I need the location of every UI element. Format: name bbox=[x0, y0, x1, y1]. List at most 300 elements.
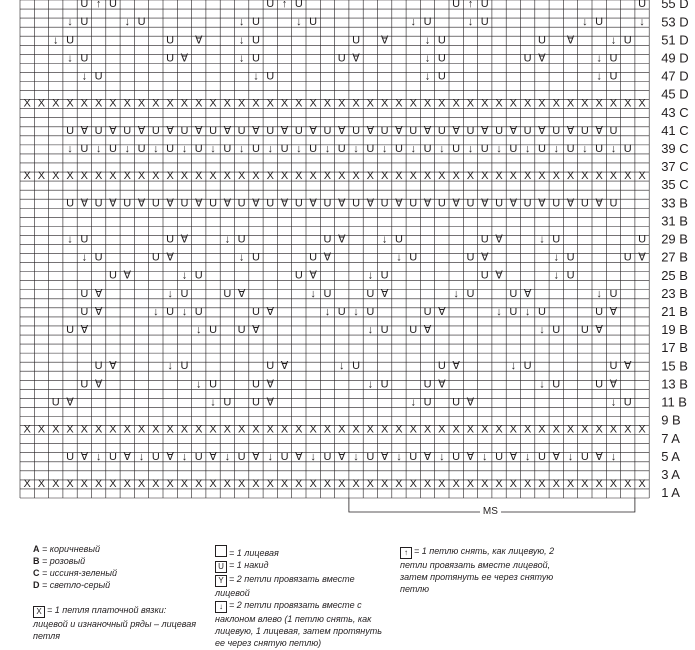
chart-stitch: U bbox=[180, 197, 189, 210]
chart-stitch: X bbox=[152, 170, 160, 183]
chart-stitch: X bbox=[509, 423, 518, 436]
row-label: 21 B bbox=[661, 304, 688, 320]
chart-stitch: ∀ bbox=[266, 305, 275, 318]
chart-stitch: ↓ bbox=[181, 269, 188, 282]
chart-stitch: X bbox=[266, 170, 274, 183]
chart-stitch: U bbox=[337, 142, 346, 155]
chart-stitch: X bbox=[195, 170, 203, 183]
ssk-icon: ↓ bbox=[215, 601, 227, 613]
chart-stitch: ∀ bbox=[66, 396, 74, 409]
chart-stitch: ∀ bbox=[223, 124, 232, 137]
chart-stitch: X bbox=[638, 170, 646, 183]
chart-stitch: ∀ bbox=[495, 269, 503, 282]
chart-stitch: X bbox=[180, 423, 189, 436]
chart-stitch: X bbox=[624, 477, 632, 490]
chart-stitch: ↓ bbox=[410, 16, 416, 29]
chart-stitch: U bbox=[566, 269, 575, 282]
chart-stitch: X bbox=[366, 423, 375, 436]
chart-stitch: U bbox=[495, 197, 504, 210]
chart-stitch: X bbox=[609, 477, 618, 490]
chart-stitch: ↓ bbox=[67, 52, 73, 65]
chart-stitch: ↓ bbox=[138, 450, 145, 463]
chart-stitch: ∀ bbox=[609, 378, 618, 391]
chart-stitch: ↓ bbox=[467, 142, 474, 155]
chart-stitch: ↓ bbox=[238, 142, 245, 155]
chart-stitch: X bbox=[452, 423, 460, 436]
chart-stitch: X bbox=[423, 477, 432, 490]
chart-stitch: X bbox=[438, 170, 446, 183]
chart-stitch: X bbox=[609, 423, 618, 436]
chart-stitch: ∀ bbox=[452, 124, 460, 137]
chart-stitch: X bbox=[395, 477, 403, 490]
chart-stitch: X bbox=[166, 423, 174, 436]
chart-stitch: U bbox=[94, 197, 103, 210]
chart-stitch: ↓ bbox=[238, 52, 245, 65]
color-legend bbox=[33, 543, 117, 591]
chart-stitch: U bbox=[509, 287, 518, 300]
chart-stitch: ∀ bbox=[423, 324, 432, 337]
chart-stitch: U bbox=[237, 197, 246, 210]
row-label: 11 B bbox=[661, 394, 687, 410]
chart-stitch: ∀ bbox=[280, 124, 289, 137]
chart-stitch: ∀ bbox=[480, 124, 489, 137]
chart-stitch: U bbox=[80, 287, 89, 300]
chart-stitch: ↑ bbox=[467, 0, 474, 11]
row-label: 39 C bbox=[661, 141, 689, 157]
chart-stitch: U bbox=[638, 233, 647, 246]
chart-stitch: U bbox=[380, 124, 389, 137]
chart-stitch: U bbox=[223, 287, 232, 300]
chart-stitch: ↓ bbox=[610, 396, 617, 409]
chart-stitch: ∀ bbox=[466, 396, 475, 409]
chart-stitch: U bbox=[66, 197, 75, 210]
row-label: 5 A bbox=[661, 448, 680, 464]
chart-stitch: U bbox=[194, 142, 203, 155]
chart-stitch: ↓ bbox=[196, 378, 202, 391]
chart-stitch: ∀ bbox=[438, 305, 446, 318]
chart-stitch: U bbox=[352, 197, 361, 210]
chart-stitch: ∀ bbox=[638, 251, 646, 264]
chart-stitch: X bbox=[66, 477, 74, 490]
chart-stitch: U bbox=[380, 378, 389, 391]
chart-stitch: ∀ bbox=[166, 197, 174, 210]
chart-stitch: X bbox=[595, 423, 603, 436]
chart-stitch: U bbox=[180, 360, 189, 373]
chart-stitch: U bbox=[352, 360, 361, 373]
chart-stitch: U bbox=[237, 233, 246, 246]
chart-stitch: U bbox=[595, 305, 604, 318]
chart-stitch: X bbox=[252, 477, 260, 490]
chart-stitch: ↓ bbox=[596, 52, 602, 65]
chart-stitch: U bbox=[251, 396, 260, 409]
chart-stitch: ↓ bbox=[181, 142, 188, 155]
chart-stitch: U bbox=[251, 251, 260, 264]
chart-stitch: ∀ bbox=[309, 124, 317, 137]
chart-stitch: ↓ bbox=[410, 142, 416, 155]
chart-stitch: U bbox=[480, 233, 489, 246]
chart-stitch: U bbox=[394, 233, 403, 246]
chart-stitch: X bbox=[137, 97, 146, 110]
row-label: 27 B bbox=[661, 249, 688, 265]
legend-ssk: ↓ = 2 петли провязать вместе с наклоном влево (1 петлю снять, как лицевую, 1 лицевая, затем протянуть ее через снятую петлю) bbox=[215, 600, 382, 648]
chart-stitch: ↓ bbox=[324, 142, 331, 155]
chart-stitch: X bbox=[252, 423, 260, 436]
chart-stitch: X bbox=[66, 97, 74, 110]
chart-stitch: ↓ bbox=[167, 360, 173, 373]
chart-stitch: X bbox=[109, 477, 117, 490]
chart-stitch: X bbox=[581, 477, 589, 490]
chart-stitch: U bbox=[251, 34, 260, 47]
chart-stitch: ∀ bbox=[552, 450, 561, 463]
chart-stitch: X bbox=[452, 170, 460, 183]
chart-stitch: X bbox=[123, 170, 131, 183]
chart-stitch: U bbox=[552, 378, 561, 391]
chart-stitch: U bbox=[323, 124, 332, 137]
chart-stitch: U bbox=[309, 16, 318, 29]
chart-stitch: ∀ bbox=[337, 197, 346, 210]
chart-stitch: ∀ bbox=[452, 197, 460, 210]
chart-stitch: U bbox=[94, 124, 103, 137]
chart-stitch: X bbox=[466, 477, 475, 490]
chart-stitch: ↓ bbox=[524, 450, 531, 463]
chart-stitch: ∀ bbox=[180, 52, 189, 65]
chart-stitch: ∀ bbox=[252, 450, 260, 463]
chart-stitch: X bbox=[266, 423, 274, 436]
chart-stitch: ↓ bbox=[553, 142, 559, 155]
chart-stitch: X bbox=[280, 423, 289, 436]
chart-stitch: U bbox=[108, 269, 117, 282]
row-label: 17 B bbox=[661, 340, 688, 356]
chart-stitch: ↓ bbox=[396, 450, 402, 463]
chart-stitch: X bbox=[237, 170, 246, 183]
chart-stitch: U bbox=[509, 142, 518, 155]
chart-stitch: ∀ bbox=[166, 251, 174, 264]
chart-stitch: U bbox=[595, 16, 604, 29]
chart-stitch: U bbox=[580, 124, 589, 137]
chart-stitch: X bbox=[66, 170, 74, 183]
chart-stitch: X bbox=[466, 170, 475, 183]
chart-stitch: X bbox=[52, 170, 60, 183]
chart-stitch: U bbox=[595, 142, 604, 155]
chart-stitch: X bbox=[438, 477, 446, 490]
chart-stitch: X bbox=[166, 170, 174, 183]
chart-stitch: ∀ bbox=[109, 124, 117, 137]
chart-stitch: U bbox=[480, 0, 489, 11]
chart-stitch: ∀ bbox=[252, 197, 260, 210]
chart-stitch: ∀ bbox=[366, 197, 375, 210]
chart-stitch: U bbox=[437, 360, 446, 373]
chart-stitch: X bbox=[495, 477, 503, 490]
k2tog-icon: Y bbox=[215, 575, 227, 587]
chart-stitch: ∀ bbox=[295, 450, 303, 463]
chart-stitch: X bbox=[638, 423, 646, 436]
chart-stitch: U bbox=[108, 0, 117, 11]
chart-stitch: X bbox=[523, 423, 532, 436]
sk2p-icon: ↑ bbox=[400, 547, 412, 559]
chart-stitch: U bbox=[552, 233, 561, 246]
row-label: 9 B bbox=[661, 412, 681, 428]
chart-stitch: U bbox=[323, 287, 332, 300]
chart-stitch: X bbox=[94, 170, 103, 183]
chart-stitch: ∀ bbox=[423, 450, 432, 463]
chart-stitch: U bbox=[352, 34, 361, 47]
chart-stitch: X bbox=[280, 170, 289, 183]
chart-stitch: ↓ bbox=[353, 450, 359, 463]
chart-stitch: ↓ bbox=[610, 450, 617, 463]
chart-stitch: U bbox=[495, 450, 504, 463]
chart-stitch: X bbox=[209, 423, 217, 436]
chart-stitch: U bbox=[609, 52, 618, 65]
chart-stitch: X bbox=[538, 170, 546, 183]
chart-stitch: ∀ bbox=[480, 251, 489, 264]
chart-stitch: U bbox=[537, 450, 546, 463]
chart-stitch: U bbox=[552, 197, 561, 210]
chart-stitch: ↓ bbox=[267, 450, 273, 463]
chart-stitch: U bbox=[409, 251, 418, 264]
chart-stitch: ↓ bbox=[67, 142, 73, 155]
chart-stitch: ∀ bbox=[237, 287, 246, 300]
chart-stitch: ∀ bbox=[252, 124, 260, 137]
chart-stitch: X bbox=[195, 423, 203, 436]
chart-stitch: U bbox=[223, 142, 232, 155]
chart-stitch: ∀ bbox=[194, 197, 203, 210]
chart-stitch: X bbox=[94, 477, 103, 490]
chart-stitch: X bbox=[581, 97, 589, 110]
chart-stitch: X bbox=[252, 170, 260, 183]
chart-stitch: U bbox=[280, 450, 289, 463]
chart-stitch: ∀ bbox=[623, 360, 632, 373]
chart-stitch: ∀ bbox=[609, 305, 618, 318]
chart-stitch: ∀ bbox=[566, 34, 575, 47]
chart-stitch: ↓ bbox=[496, 305, 502, 318]
chart-stitch: U bbox=[409, 324, 418, 337]
chart-stitch: ↓ bbox=[367, 324, 374, 337]
chart-stitch: U bbox=[266, 197, 275, 210]
chart-stitch: ↓ bbox=[153, 142, 159, 155]
chart-stitch: ↓ bbox=[396, 251, 402, 264]
chart-stitch: ∀ bbox=[523, 287, 532, 300]
chart-stitch: ↓ bbox=[567, 450, 574, 463]
legend-k2tog: Y = 2 петли провязать вместе лицевой bbox=[215, 574, 355, 598]
chart-stitch: U bbox=[452, 450, 461, 463]
chart-stitch: U bbox=[80, 233, 89, 246]
chart-stitch: ∀ bbox=[266, 396, 275, 409]
chart-stitch: X bbox=[223, 97, 232, 110]
chart-stitch: ↓ bbox=[67, 233, 73, 246]
chart-stitch: X bbox=[66, 423, 74, 436]
ms-label: MS bbox=[480, 506, 501, 518]
chart-stitch: U bbox=[495, 124, 504, 137]
chart-stitch: X bbox=[295, 97, 303, 110]
chart-stitch: U bbox=[466, 124, 475, 137]
chart-stitch: X bbox=[309, 97, 317, 110]
chart-stitch: U bbox=[337, 52, 346, 65]
chart-stitch: U bbox=[366, 142, 375, 155]
chart-stitch: X bbox=[638, 477, 646, 490]
chart-stitch: X bbox=[209, 97, 217, 110]
chart-stitch: ↓ bbox=[267, 142, 273, 155]
chart-stitch: ↓ bbox=[596, 70, 602, 83]
chart-stitch: U bbox=[251, 305, 260, 318]
chart-stitch: X bbox=[223, 477, 232, 490]
chart-stitch: X bbox=[109, 423, 117, 436]
chart-stitch: X bbox=[123, 97, 131, 110]
chart-stitch: ∀ bbox=[166, 450, 174, 463]
chart-stitch: ∀ bbox=[209, 450, 217, 463]
chart-stitch: ∀ bbox=[423, 197, 432, 210]
chart-stitch: U bbox=[80, 16, 89, 29]
chart-stitch: ↓ bbox=[296, 142, 302, 155]
chart-stitch: ↓ bbox=[224, 450, 231, 463]
chart-stitch: X bbox=[237, 477, 246, 490]
chart-stitch: X bbox=[152, 477, 160, 490]
row-label: 7 A bbox=[661, 430, 680, 446]
chart-stitch: U bbox=[80, 305, 89, 318]
chart-stitch: X bbox=[80, 477, 89, 490]
chart-stitch: ∀ bbox=[495, 233, 503, 246]
chart-stitch: ↓ bbox=[367, 269, 374, 282]
chart-stitch: U bbox=[309, 142, 318, 155]
chart-stitch: X bbox=[338, 423, 346, 436]
chart-stitch: ∀ bbox=[466, 450, 475, 463]
chart-stitch: X bbox=[566, 477, 575, 490]
chart-stitch: U bbox=[423, 305, 432, 318]
chart-stitch: ↓ bbox=[424, 70, 431, 83]
chart-stitch: ∀ bbox=[395, 124, 403, 137]
chart-stitch: X bbox=[166, 97, 174, 110]
chart-stitch: U bbox=[108, 142, 117, 155]
chart-stitch: U bbox=[294, 124, 303, 137]
row-label: 25 B bbox=[661, 267, 688, 283]
chart-stitch: U bbox=[80, 0, 89, 11]
chart-stitch: X bbox=[195, 477, 203, 490]
chart-stitch: ∀ bbox=[595, 197, 603, 210]
chart-stitch: X bbox=[209, 170, 217, 183]
chart-stitch: ↓ bbox=[167, 287, 173, 300]
chart-stitch: U bbox=[266, 124, 275, 137]
chart-stitch: ∀ bbox=[538, 124, 546, 137]
chart-stitch: X bbox=[237, 97, 246, 110]
chart-stitch: ∀ bbox=[438, 378, 446, 391]
chart-stitch: X bbox=[552, 423, 560, 436]
chart-stitch: ↓ bbox=[238, 34, 245, 47]
chart-stitch: X bbox=[52, 97, 60, 110]
chart-stitch: ↓ bbox=[539, 233, 545, 246]
chart-stitch: U bbox=[194, 450, 203, 463]
chart-stitch: U bbox=[466, 197, 475, 210]
chart-stitch: U bbox=[437, 197, 446, 210]
chart-stitch: X bbox=[109, 170, 117, 183]
chart-stitch: U bbox=[523, 124, 532, 137]
chart-stitch: U bbox=[280, 142, 289, 155]
chart-stitch: ∀ bbox=[380, 34, 389, 47]
chart-stitch: ∀ bbox=[137, 124, 146, 137]
chart-stitch: X bbox=[338, 97, 346, 110]
chart-stitch: ↓ bbox=[124, 16, 130, 29]
chart-stitch: U bbox=[452, 396, 461, 409]
garter-x-icon: X bbox=[33, 606, 45, 618]
chart-stitch: U bbox=[623, 251, 632, 264]
chart-stitch: X bbox=[37, 170, 46, 183]
chart-stitch: X bbox=[52, 477, 60, 490]
chart-stitch: ↓ bbox=[253, 70, 259, 83]
chart-stitch: ∀ bbox=[538, 197, 546, 210]
chart-stitch: U bbox=[552, 124, 561, 137]
chart-stitch: X bbox=[595, 97, 603, 110]
chart-stitch: ∀ bbox=[180, 233, 189, 246]
chart-stitch: ∀ bbox=[595, 124, 603, 137]
chart-stitch: ↓ bbox=[53, 34, 59, 47]
chart-stitch: U bbox=[209, 124, 218, 137]
chart-stitch: X bbox=[338, 477, 346, 490]
chart-stitch: ∀ bbox=[480, 197, 489, 210]
chart-stitch: X bbox=[624, 423, 632, 436]
chart-stitch: U bbox=[437, 70, 446, 83]
chart-stitch: U bbox=[509, 305, 518, 318]
chart-stitch: ∀ bbox=[337, 233, 346, 246]
chart-stitch: U bbox=[251, 142, 260, 155]
chart-stitch: ∀ bbox=[509, 197, 518, 210]
row-label: 41 C bbox=[661, 122, 689, 138]
chart-stitch: U bbox=[423, 378, 432, 391]
chart-stitch: X bbox=[538, 477, 546, 490]
chart-stitch: U bbox=[209, 324, 218, 337]
chart-stitch: U bbox=[623, 142, 632, 155]
chart-stitch: X bbox=[252, 97, 260, 110]
chart-stitch: U bbox=[566, 142, 575, 155]
chart-stitch: X bbox=[409, 97, 417, 110]
chart-stitch: U bbox=[194, 305, 203, 318]
chart-stitch: ∀ bbox=[380, 450, 389, 463]
chart-stitch: X bbox=[137, 477, 146, 490]
chart-stitch: ∀ bbox=[94, 305, 103, 318]
chart-stitch: X bbox=[152, 97, 160, 110]
chart-stitch: ↓ bbox=[524, 305, 531, 318]
chart-stitch: U bbox=[380, 269, 389, 282]
chart-stitch: ↓ bbox=[310, 450, 316, 463]
chart-stitch: U bbox=[623, 396, 632, 409]
chart-stitch: X bbox=[94, 423, 103, 436]
chart-stitch: X bbox=[552, 477, 560, 490]
chart-stitch: X bbox=[352, 423, 360, 436]
chart-stitch: U bbox=[294, 0, 303, 11]
row-label: 31 B bbox=[661, 213, 688, 229]
chart-stitch: ∀ bbox=[452, 360, 460, 373]
chart-stitch: ↓ bbox=[496, 142, 502, 155]
chart-stitch: X bbox=[280, 477, 289, 490]
chart-stitch: X bbox=[23, 97, 31, 110]
chart-stitch: X bbox=[380, 423, 389, 436]
chart-stitch: X bbox=[295, 170, 303, 183]
chart-stitch: X bbox=[438, 97, 446, 110]
chart-stitch: ∀ bbox=[366, 124, 375, 137]
chart-stitch: ↓ bbox=[153, 305, 159, 318]
chart-stitch: ↓ bbox=[482, 450, 488, 463]
chart-stitch: X bbox=[152, 423, 160, 436]
chart-stitch: ↓ bbox=[353, 142, 359, 155]
chart-stitch: X bbox=[481, 477, 489, 490]
chart-stitch: X bbox=[166, 477, 174, 490]
chart-stitch: U bbox=[366, 305, 375, 318]
chart-stitch: ↑ bbox=[281, 0, 288, 11]
row-label: 49 D bbox=[661, 50, 689, 66]
chart-stitch: U bbox=[466, 287, 475, 300]
chart-stitch: U bbox=[337, 305, 346, 318]
chart-stitch: U bbox=[323, 197, 332, 210]
chart-stitch: U bbox=[94, 360, 103, 373]
chart-stitch: U bbox=[366, 450, 375, 463]
chart-stitch: U bbox=[66, 34, 75, 47]
